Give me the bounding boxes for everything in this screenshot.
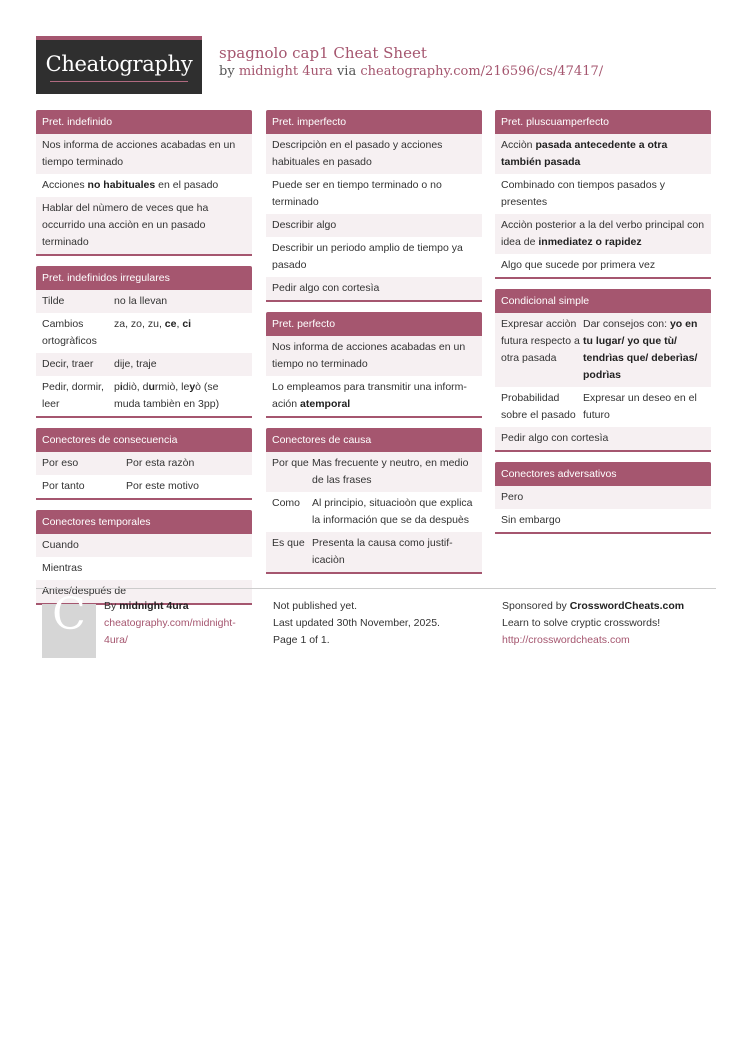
list-item: Cuando bbox=[36, 534, 252, 557]
page-title: spagnolo cap1 Cheat Sheet bbox=[219, 44, 427, 62]
row-value: Expresar un deseo en el futuro bbox=[583, 392, 697, 421]
row-key: Por eso bbox=[42, 457, 79, 469]
footer-author-name: midnight 4ura bbox=[119, 600, 189, 612]
row-value: Por este motivo bbox=[126, 480, 199, 492]
logo-underline bbox=[50, 81, 188, 82]
section-title: Condicional simple bbox=[495, 289, 711, 313]
list-item: Acciòn posterior a la del verbo principal con idea de inmediatez o rapidez bbox=[495, 214, 711, 254]
list-item: Antes/después de bbox=[36, 580, 252, 603]
footer-author-link[interactable]: cheatography.com/midnight-4ura/ bbox=[104, 617, 236, 646]
row-key: Tilde bbox=[42, 295, 65, 307]
row-key: Es que bbox=[272, 537, 305, 549]
section-title: Conectores de consecuencia bbox=[36, 428, 252, 452]
section-pret-imperfecto bbox=[266, 110, 482, 302]
column-1 bbox=[36, 110, 252, 615]
row-key: Probabilidad sobre el pasado bbox=[501, 392, 576, 421]
footer-meta bbox=[273, 598, 489, 649]
section-title: Conectores temporales bbox=[36, 510, 252, 534]
page-count: Page 1 of 1. bbox=[273, 634, 330, 646]
row-value: Al principio, situacioòn que explica la información que se da despuès bbox=[312, 497, 473, 526]
list-item: Puede ser en tiempo terminado o no terminado bbox=[266, 174, 482, 214]
section-conectores-consecuencia bbox=[36, 428, 252, 500]
list-item: Hablar del nùmero de veces que ha occurrido una acciòn en un pasado terminado bbox=[36, 197, 252, 254]
table-row bbox=[495, 387, 711, 427]
footer-author-text bbox=[104, 598, 244, 649]
section-pret-perfecto bbox=[266, 312, 482, 418]
list-item: Algo que sucede por primera vez bbox=[495, 254, 711, 277]
table-row bbox=[36, 475, 252, 498]
row-key: Por tanto bbox=[42, 480, 85, 492]
logo-text: Cheatography bbox=[45, 52, 193, 76]
sponsor-prefix: Sponsored by bbox=[502, 600, 567, 612]
sheet-url-link[interactable]: cheatography.com/216596/cs/47417/ bbox=[360, 64, 604, 79]
row-value: Presenta la causa como justificaciòn bbox=[312, 537, 453, 566]
list-item: Acciòn pasada antecedente a otra también pasada bbox=[495, 134, 711, 174]
section-title: Pret. pluscuamperfecto bbox=[495, 110, 711, 134]
column-2 bbox=[266, 110, 482, 584]
table-row bbox=[36, 313, 252, 353]
list-item: Sin embargo bbox=[495, 509, 711, 532]
section-title: Pret. indefinidos irregulares bbox=[36, 266, 252, 290]
section-conectores-causa bbox=[266, 428, 482, 574]
list-item: Combinado con tiempos pasados y presentes bbox=[495, 174, 711, 214]
table-row bbox=[36, 353, 252, 376]
sponsor-name: CrosswordCheats.com bbox=[569, 600, 685, 612]
footer-by: By bbox=[104, 600, 117, 612]
page-header bbox=[36, 36, 716, 94]
sponsor-tagline: Learn to solve cryptic crosswords! bbox=[502, 617, 661, 629]
section-title: Pret. imperfecto bbox=[266, 110, 482, 134]
avatar[interactable] bbox=[42, 589, 96, 658]
byline-via: via bbox=[336, 64, 357, 79]
section-pret-indefinidos-irregulares bbox=[36, 266, 252, 418]
list-item: Pedir algo con cortesìa bbox=[495, 427, 711, 450]
row-key: Decir, traer bbox=[42, 358, 94, 370]
list-item: Acciones no habituales en el pasado bbox=[36, 174, 252, 197]
byline-by: by bbox=[219, 64, 235, 79]
table-row bbox=[36, 290, 252, 313]
byline bbox=[219, 64, 603, 79]
list-item: Lo empleamos para transmitir una información atemporal bbox=[266, 376, 482, 416]
list-item: Descripciòn en el pasado y acciones habituales en pasado bbox=[266, 134, 482, 174]
table-row bbox=[266, 452, 482, 492]
sponsor-link[interactable]: http://crosswordcheats.com bbox=[502, 634, 630, 646]
row-value: Dar consejos con: yo en tu lugar/ yo que tù/ tendrìas que/ deberìas/ podrìas bbox=[583, 318, 698, 381]
section-pret-pluscuamperfecto bbox=[495, 110, 711, 279]
section-condicional-simple bbox=[495, 289, 711, 452]
last-updated: Last updated 30th November, 2025. bbox=[273, 617, 440, 629]
list-item: Describir algo bbox=[266, 214, 482, 237]
section-pret-indefinido bbox=[36, 110, 252, 256]
section-title: Pret. indefinido bbox=[36, 110, 252, 134]
list-item: Describir un periodo amplio de tiempo ya pasado bbox=[266, 237, 482, 277]
section-title: Pret. perfecto bbox=[266, 312, 482, 336]
author-link[interactable]: midnight 4ura bbox=[238, 64, 333, 79]
page-footer bbox=[36, 588, 716, 646]
row-key: Como bbox=[272, 497, 301, 509]
publish-status: Not published yet. bbox=[273, 600, 358, 612]
list-item: Nos informa de acciones acabadas en un tiempo terminado bbox=[36, 134, 252, 174]
row-value: Por esta razòn bbox=[126, 457, 195, 469]
section-conectores-adversativos bbox=[495, 462, 711, 534]
list-item: Mientras bbox=[36, 557, 252, 580]
row-key: Por que bbox=[272, 457, 309, 469]
row-value: pidiò, durmiò, leyò (se muda tambièn en 3pp) bbox=[114, 381, 220, 410]
list-item: Pero bbox=[495, 486, 711, 509]
footer-sponsor bbox=[502, 598, 718, 649]
table-row bbox=[36, 376, 252, 416]
table-row bbox=[36, 452, 252, 475]
table-row bbox=[266, 492, 482, 532]
row-value: za, zo, zu, ce, ci bbox=[114, 318, 192, 330]
cheatography-logo[interactable] bbox=[36, 36, 202, 94]
row-key: Expresar acciòn futura respecto a otra pasada bbox=[501, 318, 580, 364]
title-block bbox=[219, 44, 603, 79]
list-item: Nos informa de acciones acabadas en un tiempo no terminado bbox=[266, 336, 482, 376]
table-row bbox=[495, 313, 711, 387]
row-value: Mas frecuente y neutro, en medio de las frases bbox=[312, 457, 469, 486]
row-key: Cambios ortogràficos bbox=[42, 318, 97, 347]
row-value: no la llevan bbox=[114, 295, 168, 307]
row-key: Pedir, dormir, leer bbox=[42, 381, 104, 410]
row-value: dije, traje bbox=[114, 358, 157, 370]
section-title: Conectores de causa bbox=[266, 428, 482, 452]
avatar-letter: C bbox=[52, 589, 86, 640]
column-3 bbox=[495, 110, 711, 544]
section-title: Conectores adversativos bbox=[495, 462, 711, 486]
list-item: Pedir algo con cortesìa bbox=[266, 277, 482, 300]
table-row bbox=[266, 532, 482, 572]
